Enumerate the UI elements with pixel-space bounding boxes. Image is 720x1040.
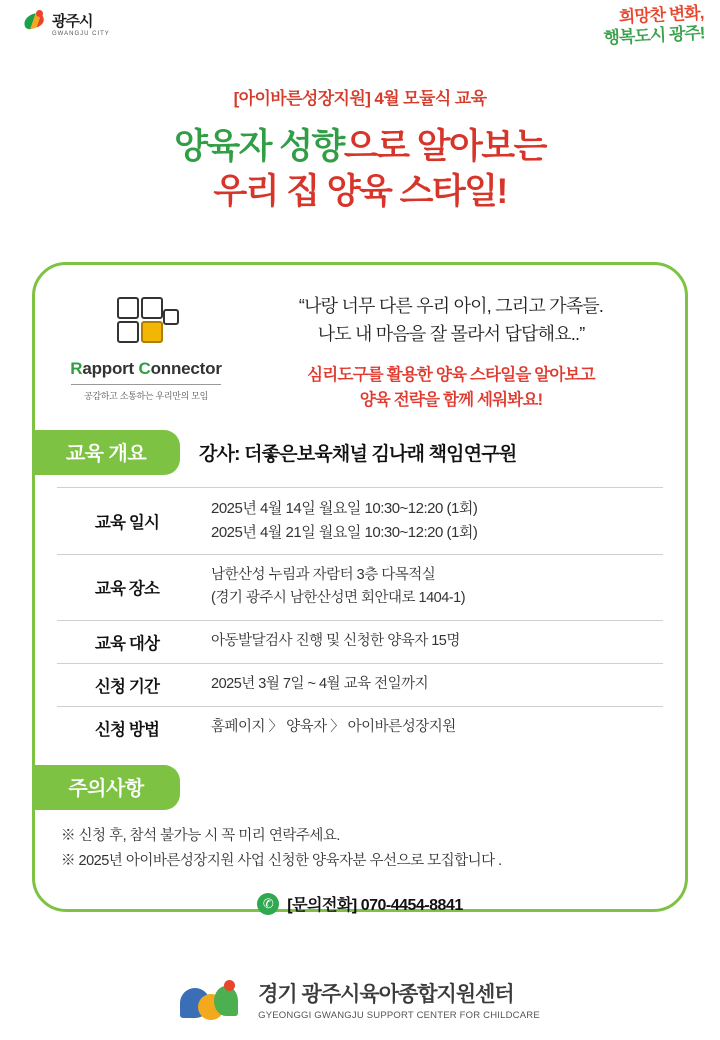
partner-name-onnector: onnector: [150, 359, 222, 378]
quote-line-2: 나도 내 마음을 잘 몰라서 답답해요..”: [317, 323, 585, 344]
partner-name-c: C: [138, 359, 151, 378]
sci-logo-icon: [180, 980, 246, 1024]
contact-row[interactable]: [35, 892, 685, 915]
info-card: [32, 262, 688, 915]
table-row: [57, 663, 663, 706]
partner-name: [57, 359, 235, 379]
slogan-line-1: 희망찬 변화,: [618, 3, 704, 27]
notice-item: ※ 2025년 아이바른성장지원 사업 신청한 양육자분 우선으로 모집합니다 .: [61, 853, 502, 870]
table-row: [57, 555, 663, 620]
row-value-line: (경기 광주시 남한산성면 회안대로 1404-1): [211, 590, 466, 607]
row-value-line: 2025년 4월 21일 월요일 10:30~12:20 (1회): [211, 524, 478, 542]
quote-block: [235, 289, 663, 412]
lead-line-1: 심리도구를 활용한 양육 스타일을 알아보고: [307, 365, 595, 384]
center-name-en: GYEONGGI GWANGJU SUPPORT CENTER FOR CHILDCARE: [258, 1010, 540, 1022]
center-name-kr: 경기 광주시육아종합지원센터: [258, 983, 514, 1007]
row-value: [197, 706, 663, 749]
row-value: [197, 488, 663, 555]
partner-name-r: R: [70, 359, 83, 378]
puzzle-icon: [109, 295, 183, 353]
lead-line-2: 양육 전략을 함께 세워봐요!: [359, 390, 543, 409]
overview-ribbon-label: 교육 개요: [32, 430, 180, 475]
city-logo-en-label: GWANGJU CITY: [52, 30, 110, 37]
row-value-line: 2025년 3월 7일 ~ 4월 교육 전일까지: [211, 676, 429, 693]
notice-item: ※ 신청 후, 참석 불가능 시 꼭 미리 연락주세요.: [61, 827, 340, 844]
contact-phone-label: [문의전화] 070-4454-8841: [287, 897, 463, 915]
row-label: 교육 장소: [94, 580, 160, 599]
city-logo-kr-label: 광주시: [52, 12, 93, 30]
row-value-line: 남한산성 누림과 자람터 3층 다목적실: [211, 567, 436, 584]
row-label: 신청 방법: [94, 720, 160, 739]
slogan-line-2: 행복도시 광주!: [603, 22, 705, 48]
page-title: [0, 125, 720, 215]
intro-block: [35, 265, 685, 412]
instructor-label: 강사: 더좋은보육채널 김나래 책임연구원: [199, 444, 517, 466]
row-label: 신청 기간: [94, 677, 160, 696]
notice-list: [61, 824, 659, 875]
partner-tagline: 공감하고 소통하는 우리만의 모임: [83, 391, 209, 401]
city-slogan: [602, 3, 705, 47]
table-row: [57, 488, 663, 555]
program-kicker: [아이바른성장지원] 4월 모듈식 교육: [233, 89, 487, 108]
title-line2: 우리 집 양육 스타일!: [213, 171, 507, 211]
title-line1-green: 양육자 성향: [174, 127, 344, 166]
divider: [71, 384, 221, 385]
overview-section: [35, 430, 685, 475]
row-value-line: 홈페이지 〉 양육자 〉 아이바른성장지원: [211, 719, 456, 736]
row-label: 교육 대상: [94, 634, 160, 653]
gwangju-city-logo: [22, 10, 110, 40]
row-value: [197, 663, 663, 706]
row-value-line: 2025년 4월 14일 월요일 10:30~12:20 (1회): [211, 500, 478, 518]
rapport-connector-logo: [57, 289, 235, 412]
page-header: [0, 0, 720, 62]
info-table: [57, 487, 663, 748]
notice-section: [35, 765, 685, 875]
table-row: [57, 620, 663, 663]
page-footer: [0, 980, 720, 1024]
gwangju-city-mark-icon: [22, 10, 48, 40]
row-value: [197, 620, 663, 663]
title-line1-red: 으로 알아보는: [343, 127, 546, 166]
row-value-line: 아동발달검사 진행 및 신청한 양육자 15명: [211, 633, 460, 650]
row-value: [197, 555, 663, 620]
row-label: 교육 일시: [94, 514, 160, 533]
notice-ribbon-label: 주의사항: [32, 765, 180, 810]
table-row: [57, 706, 663, 749]
quote-line-1: “나랑 너무 다른 우리 아이, 그리고 가족들.: [298, 296, 604, 316]
phone-icon: ✆: [257, 893, 279, 915]
partner-name-apport: apport: [82, 359, 139, 378]
